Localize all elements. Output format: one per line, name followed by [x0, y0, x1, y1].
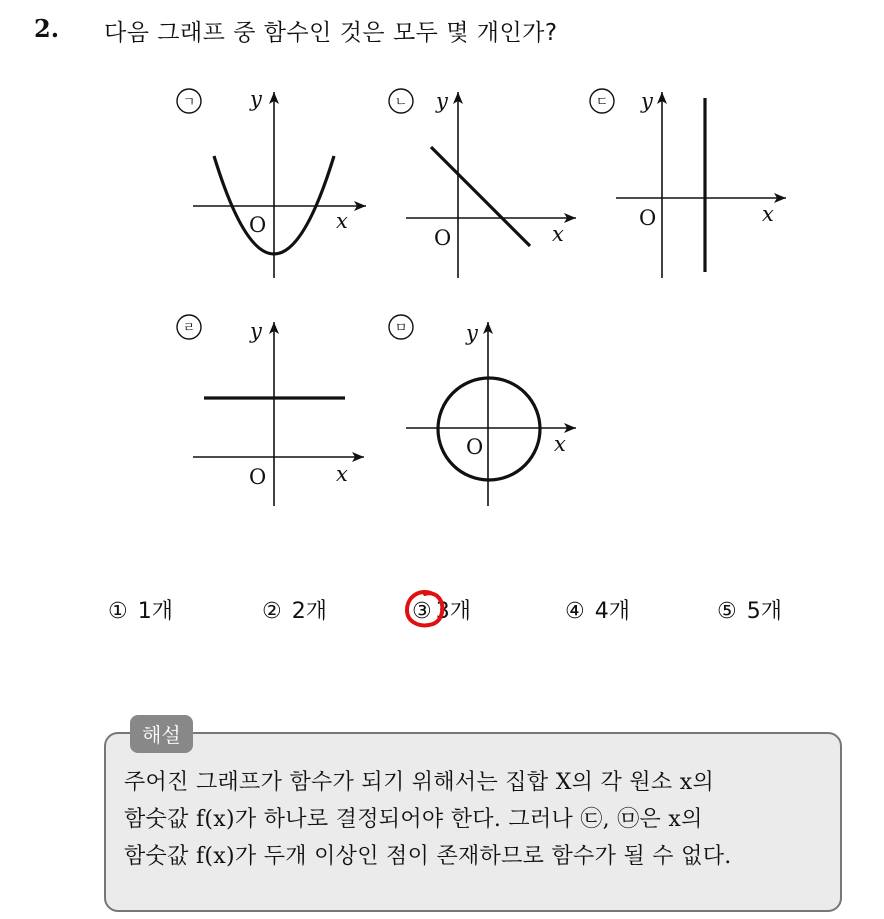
choice-label: 5개	[746, 599, 782, 624]
choice-4[interactable]	[565, 594, 630, 625]
graph-tag: ㄹ	[182, 321, 196, 336]
question-number: 2.	[34, 14, 60, 43]
choice-marker: ①	[108, 599, 128, 624]
solution-tag: 해설	[130, 715, 193, 753]
x-label: x	[336, 462, 348, 486]
graph-tag: ㄱ	[182, 95, 196, 110]
graph-tag: ㅁ	[394, 321, 408, 336]
solution-line: 함숫값 f(x)가 하나로 결정되어야 한다. 그러나 ㉢, ㉤은 x의	[124, 807, 703, 832]
choice-label: 2개	[291, 599, 327, 624]
origin-label: O	[434, 226, 452, 250]
circle-graph	[438, 378, 540, 480]
graph-decreasing-line	[389, 89, 576, 278]
origin-label: O	[249, 465, 267, 489]
origin-label: O	[466, 435, 484, 459]
x-label: x	[552, 222, 564, 246]
solution-line: 함숫값 f(x)가 두개 이상인 점이 존재하므로 함수가 될 수 없다.	[124, 844, 732, 869]
choice-marker: ③	[412, 599, 432, 624]
solution-line: 주어진 그래프가 함수가 되기 위해서는 집합 X의 각 원소 x의	[124, 770, 715, 795]
y-label: y	[250, 87, 262, 111]
graph-tag: ㄷ	[595, 95, 609, 110]
y-label: y	[641, 89, 653, 113]
solution-text	[124, 764, 830, 875]
graph-tag: ㄴ	[394, 95, 408, 110]
y-label: y	[250, 319, 262, 343]
origin-label: O	[639, 206, 657, 230]
choice-label: 4개	[594, 599, 630, 624]
graph-vertical-line	[590, 89, 786, 278]
x-label: x	[762, 202, 774, 226]
graph-circle	[389, 315, 576, 506]
x-label: x	[554, 432, 566, 456]
choice-label: 1개	[137, 599, 173, 624]
choice-marker: ⑤	[717, 599, 737, 624]
choice-label: 3개	[435, 599, 471, 624]
choice-5[interactable]	[717, 594, 782, 625]
x-label: x	[336, 209, 348, 233]
origin-label: O	[249, 213, 267, 237]
selection-circle-mark	[403, 588, 447, 630]
choice-marker: ②	[262, 599, 282, 624]
graph-horizontal-line	[177, 315, 364, 506]
y-label: y	[436, 89, 448, 113]
choice-2[interactable]	[262, 594, 327, 625]
choice-1[interactable]	[108, 594, 173, 625]
question-text: 다음 그래프 중 함수인 것은 모두 몇 개인가?	[104, 20, 558, 46]
y-label: y	[466, 321, 478, 345]
graph-parabola	[177, 87, 366, 278]
choice-marker: ④	[565, 599, 585, 624]
